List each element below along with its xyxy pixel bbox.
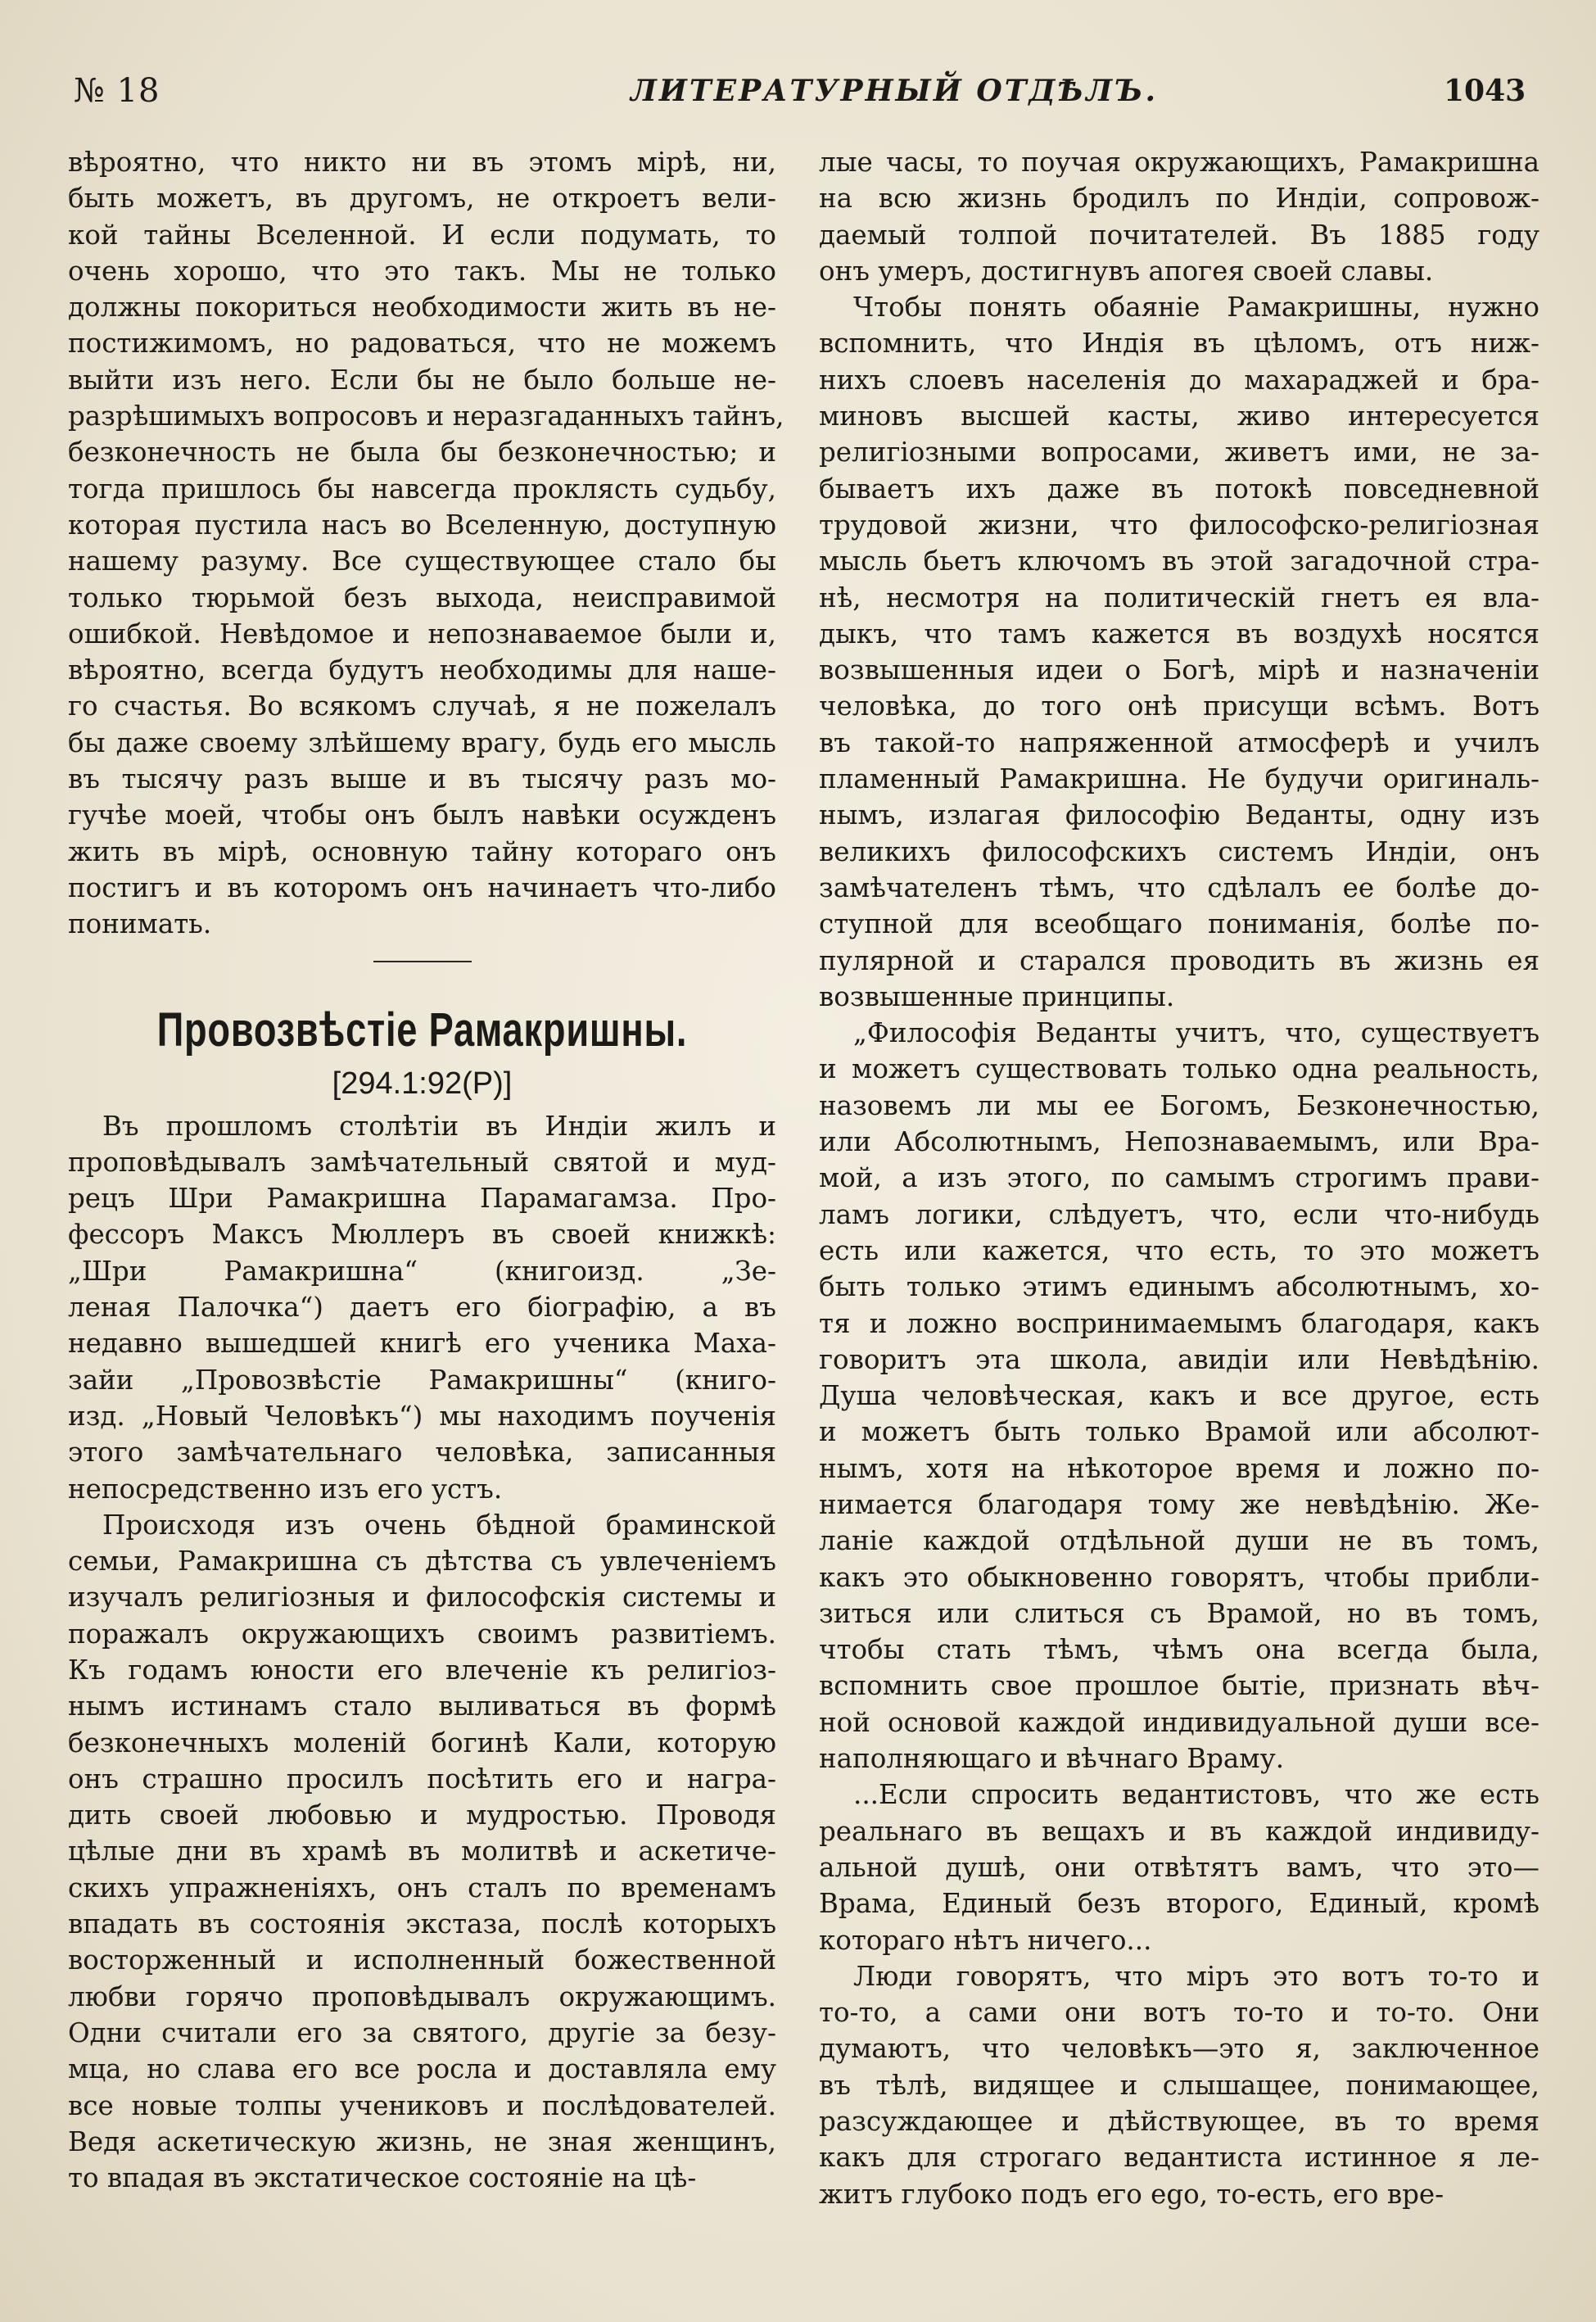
- text-line: постижимомъ, но радоваться, что не можемъ: [68, 328, 776, 360]
- text-line: есть или кажется, что есть, то это можетъ: [819, 1234, 1539, 1266]
- text-line: мой, а изъ этого, по самымъ строгимъ прави-: [819, 1162, 1539, 1194]
- text-line: изучалъ религіозныя и философскія системы и: [68, 1582, 776, 1614]
- text-line: Чтобы понять обаяніе Рамакришны, нужно: [853, 292, 1539, 324]
- text-line: понимать.: [68, 908, 212, 940]
- text-line: рецъ Шри Рамакришна Парамагамза. Про-: [68, 1183, 776, 1215]
- text-line: все новые толпы учениковъ и послѣдователей.: [68, 2089, 776, 2121]
- text-line: онъ умеръ, достигнувъ апогея своей славы.: [819, 255, 1434, 287]
- text-line: кой тайны Вселенной. И если подумать, то: [68, 219, 776, 251]
- text-line: тя и ложно воспринимаемымъ благодаря, какъ: [819, 1307, 1539, 1339]
- text-line: „Философія Веданты учитъ, что, существуетъ: [853, 1017, 1539, 1049]
- text-line: и можетъ быть только Врамой или абсолют-: [819, 1416, 1539, 1448]
- text-line: нѣ, несмотря на политическій гнетъ ея вла-: [819, 582, 1539, 613]
- text-line: бы даже своему злѣйшему врагу, будь его мысль: [68, 726, 776, 758]
- text-line: трудовой жизни, что философско-религіозная: [819, 509, 1539, 541]
- text-line: цѣлые дни въ храмѣ въ молитвѣ и аскетиче-: [68, 1835, 776, 1867]
- page-header: [66, 72, 1596, 121]
- text-line: въ такой-то напряженной атмосферѣ и училъ: [819, 726, 1539, 758]
- paragraph: [819, 1777, 1539, 1958]
- issue-number: № 18: [74, 72, 161, 110]
- text-line: фессоръ Максъ Мюллеръ въ своей книжкѣ:: [68, 1219, 776, 1251]
- text-line: нымъ, излагая философію Веданты, одну изъ: [819, 799, 1539, 831]
- text-line: религіозными вопросами, живетъ ими, не за-: [819, 437, 1539, 468]
- text-line: Врама, Единый безъ второго, Единый, кромѣ: [819, 1888, 1539, 1920]
- text-line: должны покориться необходимости жить въ не-: [68, 292, 776, 324]
- text-line: Душа человѣческая, какъ и все другое, есть: [819, 1380, 1539, 1412]
- text-line: изд. „Новый Человѣкъ“) мы находимъ поученія: [68, 1400, 776, 1432]
- text-line: мца, но слава его все росла и доставляла ему: [68, 2053, 776, 2085]
- text-line: ошибкой. Невѣдомое и непознаваемое были и,: [68, 618, 776, 650]
- text-line: зиться или слиться съ Врамой, но въ томъ,: [819, 1597, 1539, 1629]
- text-line: нихъ слоевъ населенія до махараджей и бра-: [819, 364, 1539, 396]
- text-line: зайи „Провозвѣстіе Рамакришны“ (книго-: [68, 1364, 776, 1396]
- text-line: разрѣшимыхъ вопросовъ и неразгаданныхъ тайнъ,: [68, 401, 784, 432]
- text-line: безконечныхъ моленій богинѣ Кали, которую: [68, 1727, 776, 1758]
- text-line: нымъ, хотя на нѣкоторое время и ложно по-: [819, 1452, 1539, 1484]
- text-line: нашему разуму. Все существующее стало бы: [68, 545, 776, 577]
- paragraph: [68, 1507, 776, 2197]
- text-line: ной основой каждой индивидуальной души все-: [819, 1706, 1539, 1738]
- text-line: возвышенныя идеи о Богѣ, мірѣ и назначеніи: [819, 654, 1539, 686]
- text-line: проповѣдывалъ замѣчательный святой и муд-: [68, 1146, 776, 1178]
- text-line: восторженный и исполненный божественной: [68, 1944, 776, 1976]
- text-line: го счастья. Во всякомъ случаѣ, я не пожелалъ: [68, 690, 776, 722]
- text-line: ступной для всеобщаго пониманія, болѣе по-: [819, 908, 1539, 940]
- text-line: чтобы стать тѣмъ, чѣмъ она всегда была,: [819, 1634, 1539, 1666]
- paragraph: [819, 1015, 1539, 1777]
- text-line: поражалъ окружающихъ своимъ развитіемъ.: [68, 1618, 776, 1650]
- text-line: въ тѣлѣ, видящее и слышащее, понимающее,: [819, 2069, 1539, 2101]
- text-line: разсуждающее и дѣйствующее, въ то время: [819, 2106, 1539, 2138]
- paragraph: [819, 289, 1539, 1015]
- text-line: миновъ высшей касты, живо интересуется: [819, 401, 1539, 432]
- text-line: тогда пришлось бы навсегда проклясть судьбу,: [68, 473, 776, 505]
- text-line: пламенный Рамакришна. Не будучи оригиналь-: [819, 763, 1539, 795]
- text-line: нымъ истинамъ стало выливаться въ формѣ: [68, 1691, 776, 1722]
- text-line: и можетъ существовать только одна реальность,: [819, 1053, 1539, 1085]
- text-line: выйти изъ него. Если бы не было больше не-: [68, 364, 776, 396]
- text-line: говоритъ эта школа, авидіи или Невѣдѣнію.: [819, 1343, 1539, 1375]
- paragraph: [68, 1108, 776, 1507]
- text-line: ...Если спросить ведантистовъ, что же есть: [853, 1779, 1539, 1811]
- paragraph: [68, 144, 784, 943]
- classification-code: [294.1:92(Р)]: [332, 1066, 513, 1101]
- text-line: бываетъ ихъ даже въ потокѣ повседневной: [819, 473, 1539, 505]
- text-line: онъ страшно просилъ посѣтить его и награ-: [68, 1763, 776, 1795]
- text-line: „Шри Рамакришна“ (книгоизд. „Зе-: [68, 1255, 776, 1287]
- text-line: только тюрьмой безъ выхода, неисправимой: [68, 582, 776, 613]
- page-number: 1043: [1444, 74, 1526, 108]
- text-line: дыкъ, что тамъ кажется въ воздухѣ носятся: [819, 618, 1539, 650]
- text-line: человѣка, до того онѣ присущи всѣмъ. Вотъ: [819, 690, 1539, 722]
- text-line: котораго нѣтъ ничего...: [819, 1924, 1152, 1956]
- text-line: даемый толпой почитателей. Въ 1885 году: [819, 219, 1539, 251]
- text-line: недавно вышедшей книгѣ его ученика Маха-: [68, 1328, 776, 1360]
- text-line: пулярной и старался проводить въ жизнь ея: [819, 944, 1539, 976]
- text-line: очень хорошо, что это такъ. Мы не только: [68, 255, 776, 287]
- text-line: альной душѣ, они отвѣтятъ вамъ, что это—: [819, 1851, 1539, 1883]
- text-line: леная Палочка“) даетъ его біографію, а въ: [68, 1292, 776, 1324]
- text-line: вспомнить свое прошлое бытіе, признать вѣч-: [819, 1670, 1539, 1702]
- text-line: наполняющаго и вѣчнаго Враму.: [819, 1743, 1285, 1775]
- text-line: нимается благодаря тому же невѣдѣнію. Же-: [819, 1488, 1539, 1520]
- section-title: ЛИТЕРАТУРНЫЙ ОТДѢЛЪ.: [631, 74, 1159, 108]
- text-line: вѣроятно, всегда будутъ необходимы для наше-: [68, 654, 776, 686]
- text-line: мысль бьетъ ключомъ въ этой загадочной стра-: [819, 545, 1539, 577]
- text-line: Въ прошломъ столѣтіи въ Индіи жилъ и: [102, 1110, 776, 1142]
- text-line: замѣчателенъ тѣмъ, что сдѣлалъ ее болѣе до-: [819, 871, 1539, 903]
- text-line: на всю жизнь бродилъ по Индіи, сопровож-: [819, 183, 1539, 215]
- text-line: назовемъ ли мы ее Богомъ, Безконечностью,: [819, 1089, 1539, 1121]
- text-line: семьи, Рамакришна съ дѣтства съ увлеченіемъ: [68, 1546, 776, 1577]
- text-line: великихъ философскихъ системъ Индіи, онъ: [819, 835, 1539, 867]
- left-column: [68, 144, 784, 2196]
- text-line: ламъ логики, слѣдуетъ, что, если что-нибудь: [819, 1198, 1539, 1230]
- text-line: думаютъ, что человѣкъ—это я, заключенное: [819, 2033, 1539, 2065]
- text-line: Происходя изъ очень бѣдной браминской: [102, 1509, 776, 1541]
- text-line: безконечность не была бы безконечностью; и: [68, 437, 776, 468]
- text-line: реальнаго въ вещахъ и въ каждой индивиду-: [819, 1815, 1539, 1847]
- text-line: Одни считали его за святого, другіе за безу-: [68, 2016, 776, 2048]
- text-line: скихъ упражненіяхъ, онъ сталъ по временамъ: [68, 1872, 776, 1903]
- article-title: Провозвѣстіе Рамакришны.: [156, 1003, 688, 1057]
- text-line: Ведя аскетическую жизнь, не зная женщинъ,: [68, 2125, 776, 2157]
- text-line: быть можетъ, въ другомъ, не откроетъ вели-: [68, 183, 776, 215]
- text-line: или Абсолютнымъ, Непознаваемымъ, или Вра-: [819, 1126, 1539, 1158]
- text-line: дить своей любовью и мудростью. Проводя: [68, 1799, 776, 1831]
- text-line: въ тысячу разъ выше и въ тысячу разъ мо-: [68, 763, 776, 795]
- text-line: возвышенные принципы.: [819, 980, 1175, 1012]
- text-line: какъ это обыкновенно говорятъ, чтобы прибли-: [819, 1561, 1539, 1593]
- text-line: житъ глубоко подъ его ego, то-есть, его вре-: [819, 2178, 1445, 2210]
- text-line: то-то, а сами они вотъ то-то и то-то. Они: [819, 1997, 1539, 2029]
- text-line: впадать въ состоянія экстаза, послѣ которыхъ: [68, 1908, 776, 1940]
- text-line: этого замѣчательнаго человѣка, записанныя: [68, 1437, 776, 1469]
- text-line: вспомнить, что Индія въ цѣломъ, отъ ниж-: [819, 328, 1539, 360]
- text-line: Къ годамъ юности его влеченіе къ религіоз-: [68, 1654, 776, 1686]
- right-column: [819, 144, 1539, 2212]
- text-line: вѣроятно, что никто ни въ этомъ мірѣ, ни,: [68, 147, 776, 178]
- text-line: быть только этимъ единымъ абсолютнымъ, хо-: [819, 1271, 1539, 1303]
- text-line: жить въ мірѣ, основную тайну котораго онъ: [68, 835, 776, 867]
- text-line: которая пустила насъ во Вселенную, доступную: [68, 509, 776, 541]
- text-line: любви горячо проповѣдывалъ окружающимъ.: [68, 1980, 776, 2012]
- paragraph: [819, 1958, 1539, 2212]
- text-line: непосредственно изъ его устъ.: [68, 1473, 503, 1505]
- text-line: то впадая въ экстатическое состояніе на цѣ-: [68, 2162, 697, 2194]
- text-line: лые часы, то поучая окружающихъ, Рамакришна: [819, 147, 1539, 178]
- text-line: ланіе каждой отдѣльной души не въ томъ,: [819, 1525, 1539, 1557]
- text-line: Люди говорятъ, что міръ это вотъ то-то и: [853, 1960, 1539, 1992]
- text-line: постигъ и въ которомъ онъ начинаетъ что-либо: [68, 871, 776, 903]
- text-line: гучѣе моей, чтобы онъ былъ навѣки осужденъ: [68, 799, 776, 831]
- section-divider: [373, 961, 472, 962]
- text-line: какъ для строгаго ведантиста истинное я ле-: [819, 2142, 1539, 2174]
- paragraph: [819, 144, 1539, 289]
